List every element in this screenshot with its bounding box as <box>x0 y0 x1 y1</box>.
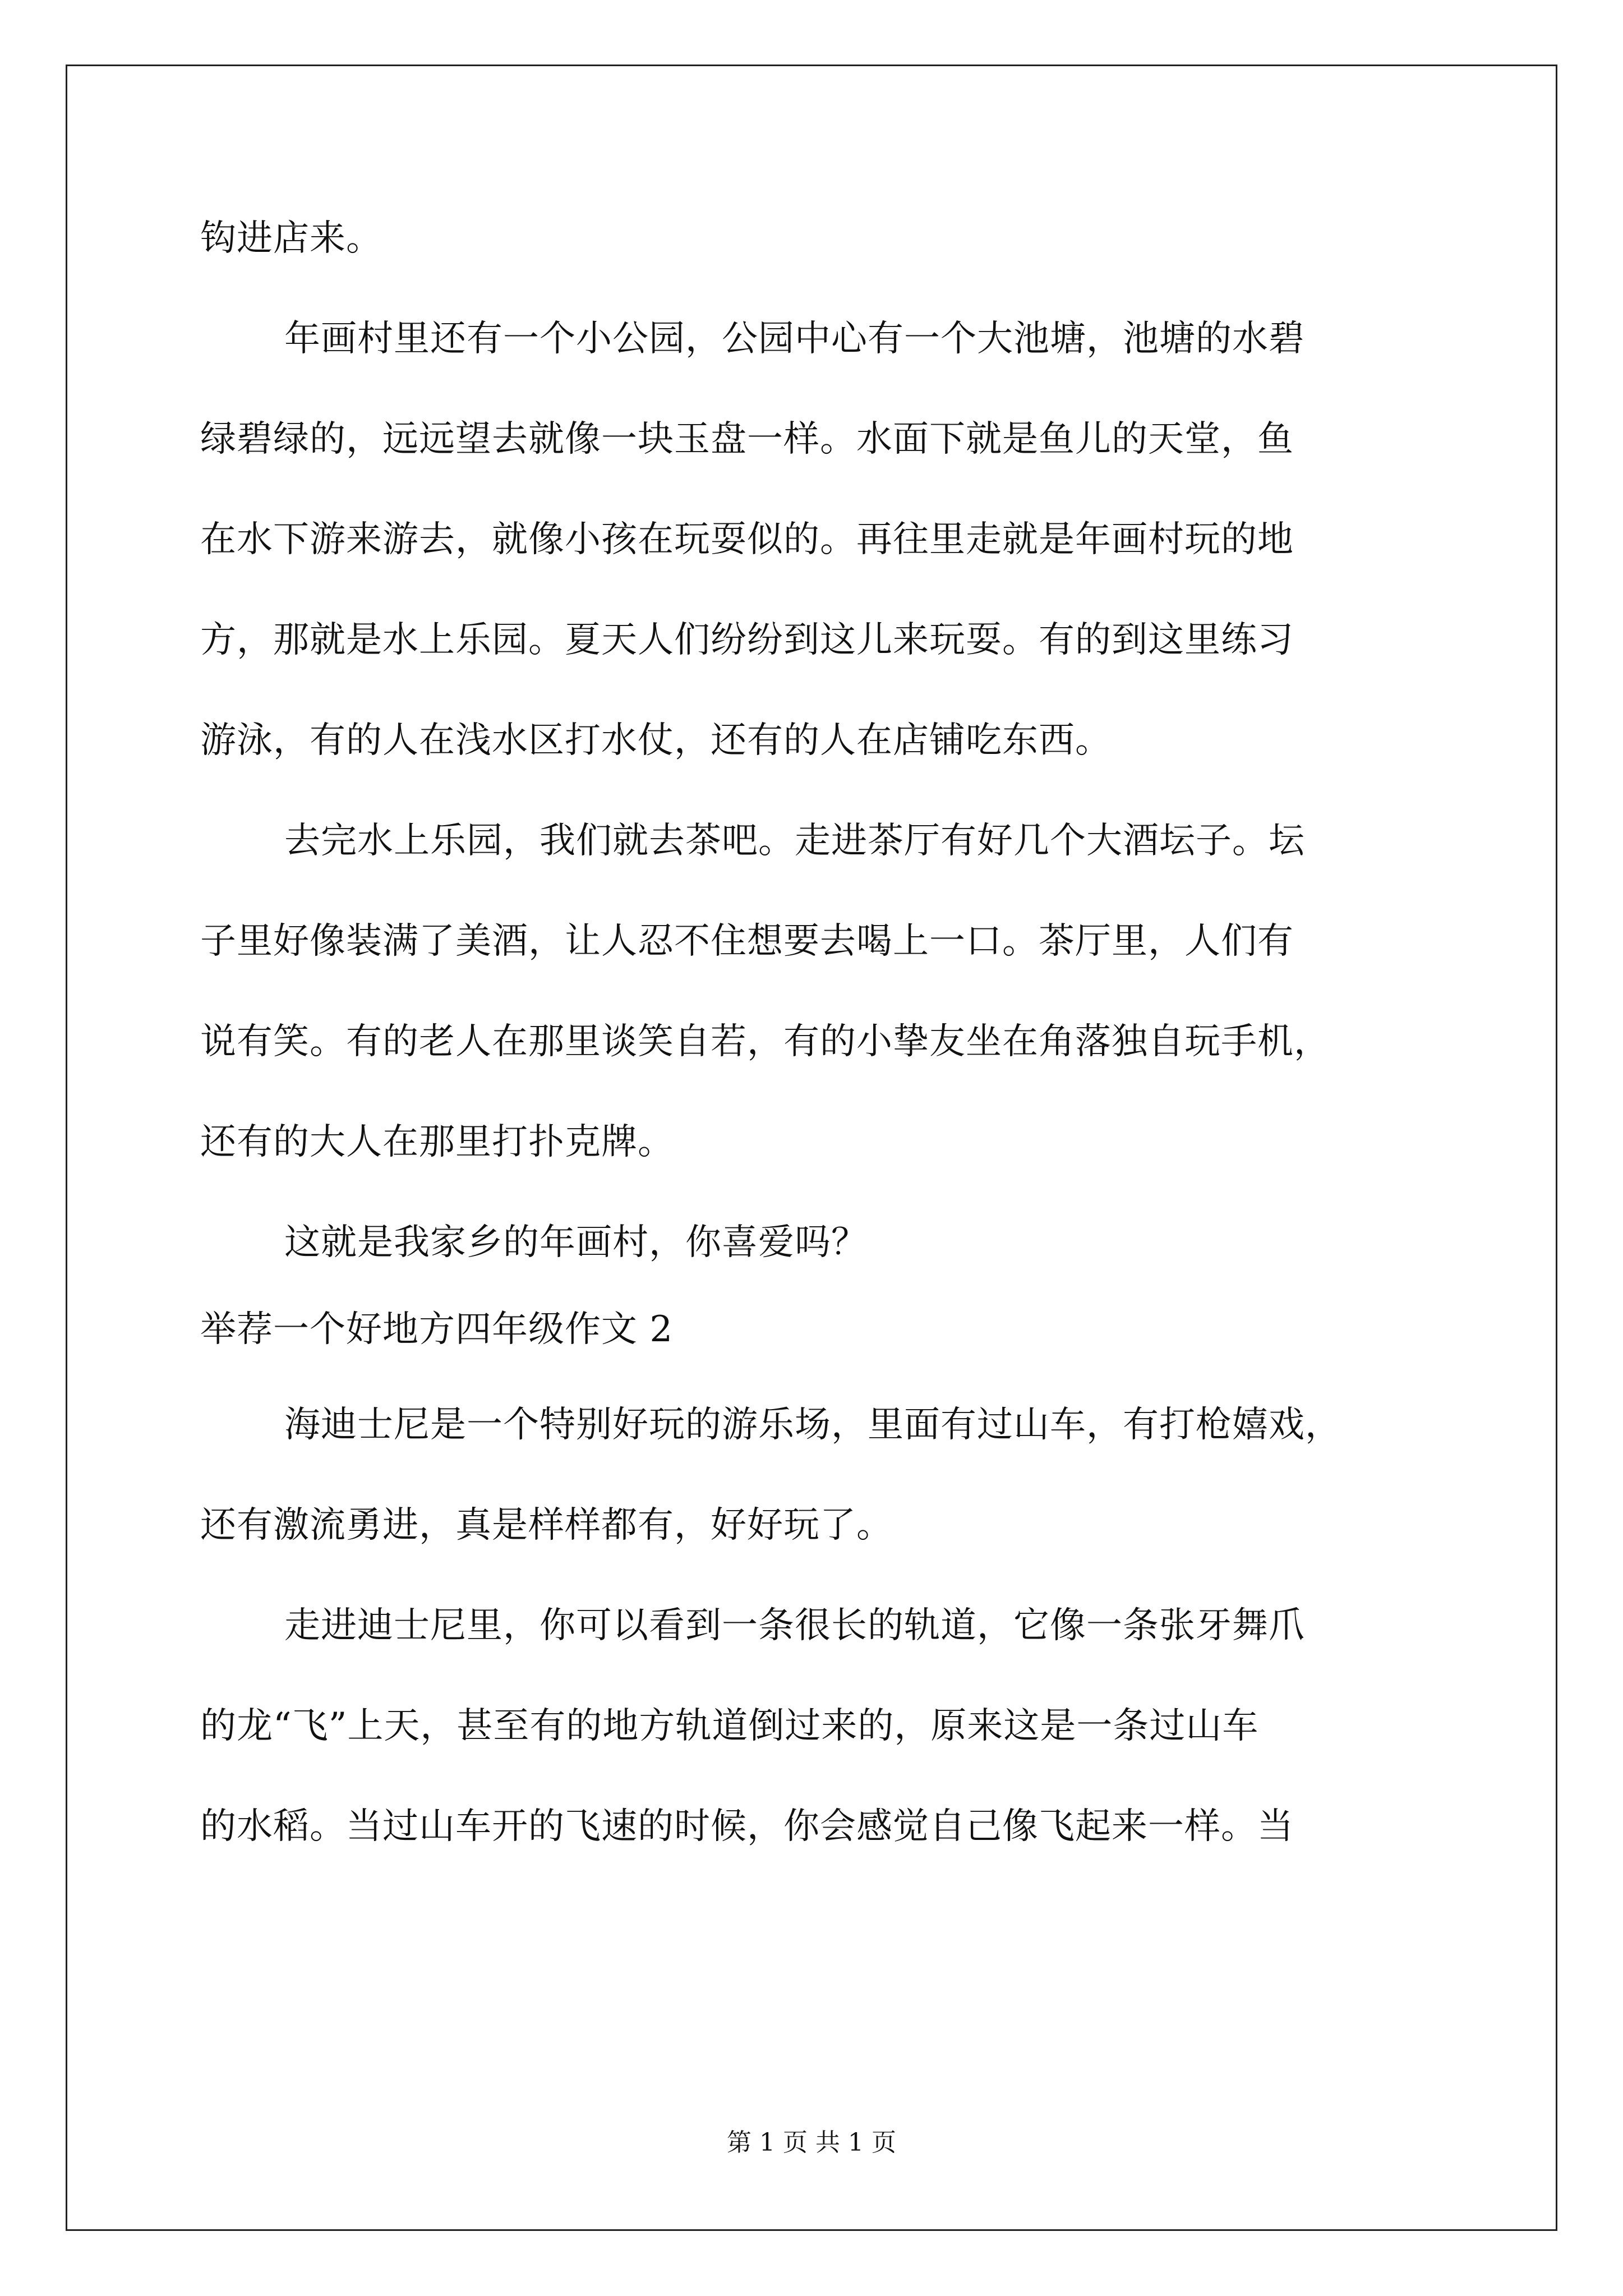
paragraph-start: 海迪士尼是一个特别好玩的游乐场，里面有过山车，有打枪嬉戏， <box>284 1404 1341 1446</box>
page-footer: 第 1 页 共 1 页 <box>727 2128 896 2157</box>
text-line: 还有激流勇进，真是样样都有，好好玩了。 <box>200 1504 893 1546</box>
paragraph-start: 去完水上乐园，我们就去茶吧。走进茶厅有好几个大酒坛子。坛 <box>284 820 1305 862</box>
text-line: 的龙“飞”上天，甚至有的地方轨道倒过来的，原来这是一条过山车 <box>200 1705 1259 1747</box>
text-line: 子里好像装满了美酒，让人忍不住想要去喝上一口。茶厅里，人们有 <box>200 921 1294 962</box>
paragraph-start: 走进迪士尼里，你可以看到一条很长的轨道，它像一条张牙舞爪 <box>284 1605 1305 1646</box>
section-heading: 举荐一个好地方四年级作文 2 <box>200 1309 674 1350</box>
text-line: 说有笑。有的老人在那里谈笑自若，有的小挚友坐在角落独自玩手机， <box>200 1021 1330 1062</box>
text-line: 还有的大人在那里打扑克牌。 <box>200 1121 674 1163</box>
paragraph-start: 这就是我家乡的年画村，你喜爱吗？ <box>284 1222 868 1263</box>
text-line: 钩进店来。 <box>200 218 382 259</box>
text-line: 游泳，有的人在浅水区打水仗，还有的人在店铺吃东西。 <box>200 720 1112 761</box>
text-line: 的水稻。当过山车开的飞速的时候，你会感觉自己像飞起来一样。当 <box>200 1806 1294 1847</box>
text-line: 在水下游来游去，就像小孩在玩耍似的。再往里走就是年画村玩的地 <box>200 519 1294 560</box>
paragraph-start: 年画村里还有一个小公园，公园中心有一个大池塘，池塘的水碧 <box>284 318 1305 360</box>
text-line: 方，那就是水上乐园。夏天人们纷纷到这儿来玩耍。有的到这里练习 <box>200 619 1294 661</box>
text-line: 绿碧绿的，远远望去就像一块玉盘一样。水面下就是鱼儿的天堂，鱼 <box>200 418 1294 460</box>
